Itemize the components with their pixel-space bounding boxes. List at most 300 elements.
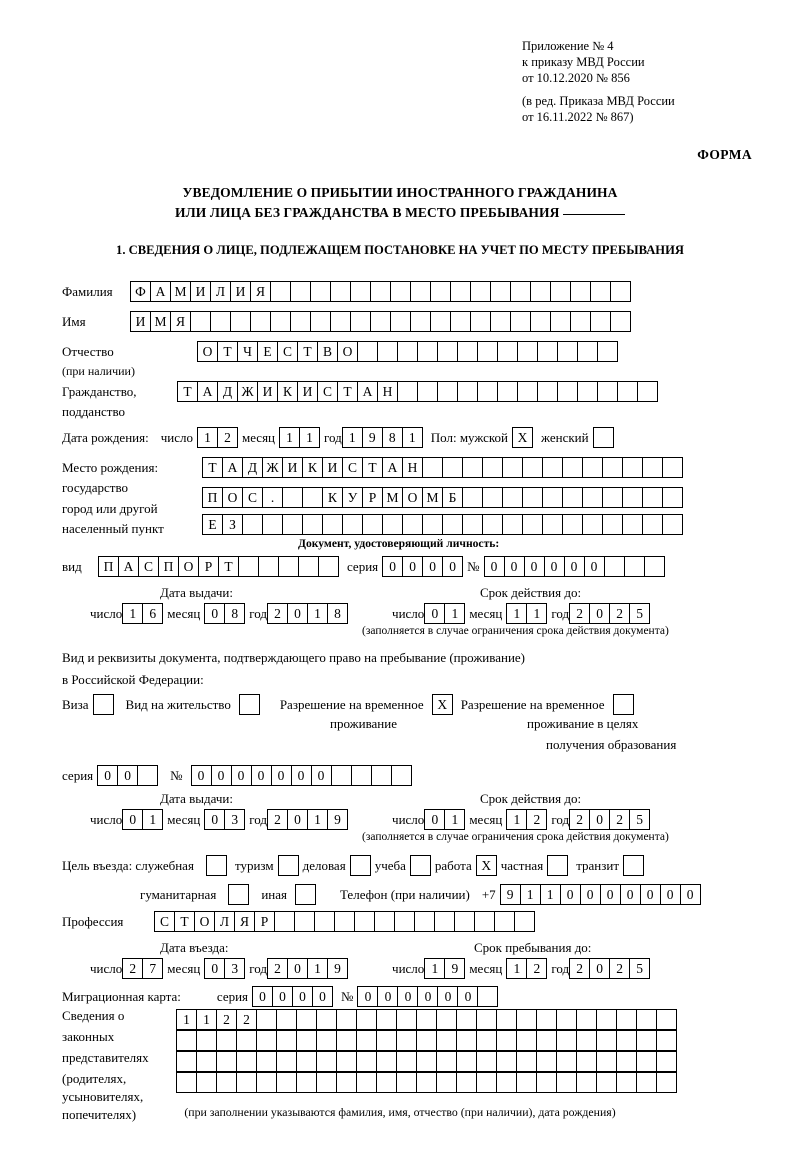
char-cell[interactable]: 0 [271, 765, 292, 786]
char-cell[interactable]: 1 [520, 884, 541, 905]
char-cell[interactable] [416, 1009, 437, 1030]
char-cell[interactable] [376, 1030, 397, 1051]
char-cell[interactable]: 1 [307, 603, 328, 624]
char-cell[interactable] [330, 281, 351, 302]
char-cell[interactable]: 0 [584, 556, 605, 577]
char-cell[interactable]: 9 [444, 958, 465, 979]
char-cell[interactable] [576, 1030, 597, 1051]
char-cell[interactable] [274, 911, 295, 932]
permit-series-input[interactable] [97, 765, 158, 786]
char-cell[interactable] [462, 487, 483, 508]
char-cell[interactable] [376, 1009, 397, 1030]
char-cell[interactable]: 0 [524, 556, 545, 577]
char-cell[interactable] [617, 381, 638, 402]
char-cell[interactable]: О [197, 341, 218, 362]
permit-issue-year-input[interactable] [267, 809, 348, 830]
char-cell[interactable]: 0 [287, 603, 308, 624]
char-cell[interactable]: 1 [196, 1009, 217, 1030]
char-cell[interactable]: 0 [382, 556, 403, 577]
char-cell[interactable] [536, 1072, 557, 1093]
char-cell[interactable]: 0 [397, 986, 418, 1007]
char-cell[interactable] [577, 381, 598, 402]
char-cell[interactable]: Ф [130, 281, 151, 302]
char-cell[interactable] [422, 457, 443, 478]
char-cell[interactable] [542, 514, 563, 535]
char-cell[interactable] [644, 556, 665, 577]
char-cell[interactable] [270, 281, 291, 302]
char-cell[interactable] [562, 457, 583, 478]
permit-issue-month-input[interactable] [204, 809, 245, 830]
char-cell[interactable] [250, 311, 271, 332]
char-cell[interactable] [596, 1009, 617, 1030]
char-cell[interactable] [496, 1072, 517, 1093]
char-cell[interactable]: 1 [299, 427, 320, 448]
char-cell[interactable] [350, 281, 371, 302]
char-cell[interactable]: 6 [142, 603, 163, 624]
char-cell[interactable]: 3 [224, 958, 245, 979]
char-cell[interactable] [536, 1051, 557, 1072]
char-cell[interactable] [576, 1072, 597, 1093]
char-cell[interactable]: Т [202, 457, 223, 478]
char-cell[interactable]: 3 [224, 809, 245, 830]
char-cell[interactable] [296, 1072, 317, 1093]
char-cell[interactable]: И [230, 281, 251, 302]
char-cell[interactable]: 0 [640, 884, 661, 905]
char-cell[interactable] [662, 487, 683, 508]
char-cell[interactable] [582, 487, 603, 508]
phone-input[interactable] [500, 884, 701, 905]
char-cell[interactable]: 0 [442, 556, 463, 577]
char-cell[interactable] [482, 514, 503, 535]
char-cell[interactable]: 0 [204, 809, 225, 830]
char-cell[interactable] [454, 911, 475, 932]
char-cell[interactable]: 1 [506, 809, 527, 830]
char-cell[interactable] [602, 514, 623, 535]
char-cell[interactable] [374, 911, 395, 932]
char-cell[interactable] [490, 281, 511, 302]
char-cell[interactable] [597, 341, 618, 362]
char-cell[interactable] [396, 1009, 417, 1030]
char-cell[interactable] [616, 1030, 637, 1051]
purpose-transit-checkbox[interactable] [623, 855, 644, 876]
stay-month-input[interactable] [506, 958, 547, 979]
char-cell[interactable] [442, 457, 463, 478]
char-cell[interactable] [276, 1009, 297, 1030]
char-cell[interactable] [596, 1072, 617, 1093]
identity-doc-kind-input[interactable] [98, 556, 339, 577]
char-cell[interactable] [456, 1051, 477, 1072]
char-cell[interactable]: 0 [620, 884, 641, 905]
profession-input[interactable] [154, 911, 535, 932]
char-cell[interactable] [362, 514, 383, 535]
char-cell[interactable]: 1 [307, 809, 328, 830]
char-cell[interactable] [316, 1030, 337, 1051]
char-cell[interactable] [636, 1072, 657, 1093]
char-cell[interactable] [417, 341, 438, 362]
char-cell[interactable] [622, 487, 643, 508]
char-cell[interactable] [276, 1051, 297, 1072]
char-cell[interactable]: О [194, 911, 215, 932]
char-cell[interactable]: Я [170, 311, 191, 332]
char-cell[interactable] [604, 556, 625, 577]
purpose-service-checkbox[interactable] [206, 855, 227, 876]
char-cell[interactable] [336, 1030, 357, 1051]
char-cell[interactable]: 1 [142, 809, 163, 830]
char-cell[interactable]: 0 [377, 986, 398, 1007]
char-cell[interactable]: 5 [629, 809, 650, 830]
char-cell[interactable] [497, 381, 518, 402]
char-cell[interactable]: 2 [526, 809, 547, 830]
char-cell[interactable] [334, 911, 355, 932]
birth-day-input[interactable] [197, 427, 238, 448]
char-cell[interactable] [356, 1030, 377, 1051]
char-cell[interactable]: С [242, 487, 263, 508]
char-cell[interactable] [476, 1051, 497, 1072]
char-cell[interactable] [602, 487, 623, 508]
char-cell[interactable]: 0 [252, 986, 273, 1007]
char-cell[interactable]: 1 [307, 958, 328, 979]
char-cell[interactable]: 0 [231, 765, 252, 786]
char-cell[interactable]: Д [217, 381, 238, 402]
char-cell[interactable] [450, 281, 471, 302]
char-cell[interactable] [550, 311, 571, 332]
char-cell[interactable]: 0 [287, 809, 308, 830]
char-cell[interactable]: 0 [424, 603, 445, 624]
birthplace-state-input[interactable] [202, 457, 683, 478]
char-cell[interactable] [434, 911, 455, 932]
char-cell[interactable] [176, 1030, 197, 1051]
id-valid-day-input[interactable] [424, 603, 465, 624]
stay-year-input[interactable] [569, 958, 650, 979]
char-cell[interactable]: 1 [506, 603, 527, 624]
char-cell[interactable]: 0 [191, 765, 212, 786]
char-cell[interactable] [457, 341, 478, 362]
char-cell[interactable]: 0 [437, 986, 458, 1007]
char-cell[interactable]: 0 [251, 765, 272, 786]
birth-year-input[interactable] [342, 427, 423, 448]
char-cell[interactable] [391, 765, 412, 786]
char-cell[interactable] [622, 457, 643, 478]
char-cell[interactable] [636, 1030, 657, 1051]
char-cell[interactable] [336, 1009, 357, 1030]
char-cell[interactable]: У [342, 487, 363, 508]
char-cell[interactable] [656, 1072, 677, 1093]
char-cell[interactable] [596, 1051, 617, 1072]
char-cell[interactable] [470, 311, 491, 332]
char-cell[interactable]: 7 [142, 958, 163, 979]
char-cell[interactable] [562, 514, 583, 535]
char-cell[interactable]: 1 [444, 809, 465, 830]
char-cell[interactable] [394, 911, 415, 932]
char-cell[interactable]: М [170, 281, 191, 302]
char-cell[interactable] [537, 341, 558, 362]
char-cell[interactable] [476, 1072, 497, 1093]
char-cell[interactable]: М [422, 487, 443, 508]
char-cell[interactable]: 1 [402, 427, 423, 448]
char-cell[interactable] [556, 1009, 577, 1030]
edu-residence-checkbox[interactable] [613, 694, 634, 715]
char-cell[interactable]: 2 [267, 603, 288, 624]
char-cell[interactable] [510, 311, 531, 332]
permit-valid-day-input[interactable] [424, 809, 465, 830]
purpose-private-checkbox[interactable] [547, 855, 568, 876]
char-cell[interactable] [357, 341, 378, 362]
char-cell[interactable]: Т [217, 341, 238, 362]
char-cell[interactable] [517, 341, 538, 362]
char-cell[interactable] [536, 1030, 557, 1051]
char-cell[interactable]: С [342, 457, 363, 478]
char-cell[interactable]: И [297, 381, 318, 402]
char-cell[interactable]: 0 [311, 765, 332, 786]
char-cell[interactable] [356, 1072, 377, 1093]
char-cell[interactable] [494, 911, 515, 932]
char-cell[interactable]: К [322, 487, 343, 508]
char-cell[interactable]: 9 [327, 809, 348, 830]
char-cell[interactable]: 8 [327, 603, 348, 624]
char-cell[interactable] [562, 487, 583, 508]
char-cell[interactable] [616, 1072, 637, 1093]
char-cell[interactable] [656, 1009, 677, 1030]
char-cell[interactable] [516, 1072, 537, 1093]
char-cell[interactable] [316, 1072, 337, 1093]
name-input[interactable] [130, 311, 631, 332]
char-cell[interactable] [216, 1051, 237, 1072]
char-cell[interactable]: 1 [176, 1009, 197, 1030]
char-cell[interactable] [456, 1030, 477, 1051]
char-cell[interactable] [296, 1030, 317, 1051]
char-cell[interactable] [416, 1030, 437, 1051]
purpose-tourism-checkbox[interactable] [278, 855, 299, 876]
char-cell[interactable] [610, 281, 631, 302]
char-cell[interactable]: 2 [569, 809, 590, 830]
sex-male-checkbox[interactable]: X [512, 427, 533, 448]
char-cell[interactable] [256, 1072, 277, 1093]
char-cell[interactable] [302, 514, 323, 535]
char-cell[interactable] [456, 1072, 477, 1093]
id-valid-month-input[interactable] [506, 603, 547, 624]
char-cell[interactable] [522, 457, 543, 478]
char-cell[interactable] [462, 457, 483, 478]
char-cell[interactable]: 0 [564, 556, 585, 577]
char-cell[interactable] [596, 1030, 617, 1051]
char-cell[interactable] [510, 281, 531, 302]
char-cell[interactable] [624, 556, 645, 577]
char-cell[interactable] [530, 311, 551, 332]
char-cell[interactable]: 0 [589, 809, 610, 830]
char-cell[interactable] [590, 281, 611, 302]
char-cell[interactable] [622, 514, 643, 535]
char-cell[interactable] [502, 457, 523, 478]
char-cell[interactable]: 1 [122, 603, 143, 624]
char-cell[interactable] [176, 1051, 197, 1072]
char-cell[interactable] [642, 487, 663, 508]
char-cell[interactable] [582, 457, 603, 478]
char-cell[interactable]: К [302, 457, 323, 478]
char-cell[interactable] [190, 311, 211, 332]
char-cell[interactable] [390, 311, 411, 332]
migration-number-input[interactable] [357, 986, 498, 1007]
char-cell[interactable] [310, 311, 331, 332]
char-cell[interactable] [577, 341, 598, 362]
char-cell[interactable] [390, 281, 411, 302]
identity-doc-number-input[interactable] [484, 556, 665, 577]
char-cell[interactable]: С [138, 556, 159, 577]
char-cell[interactable] [557, 381, 578, 402]
purpose-work-checkbox[interactable]: X [476, 855, 497, 876]
char-cell[interactable] [576, 1009, 597, 1030]
char-cell[interactable] [236, 1072, 257, 1093]
purpose-humanitarian-checkbox[interactable] [228, 884, 249, 905]
char-cell[interactable]: 1 [197, 427, 218, 448]
legal-rep-input-3[interactable] [176, 1051, 677, 1072]
char-cell[interactable]: 0 [312, 986, 333, 1007]
char-cell[interactable] [522, 487, 543, 508]
char-cell[interactable] [550, 281, 571, 302]
visa-checkbox[interactable] [93, 694, 114, 715]
char-cell[interactable] [496, 1030, 517, 1051]
char-cell[interactable]: 8 [382, 427, 403, 448]
char-cell[interactable] [450, 311, 471, 332]
char-cell[interactable] [356, 1009, 377, 1030]
char-cell[interactable]: 2 [569, 603, 590, 624]
char-cell[interactable] [410, 311, 431, 332]
char-cell[interactable]: П [202, 487, 223, 508]
char-cell[interactable] [476, 1030, 497, 1051]
char-cell[interactable] [497, 341, 518, 362]
char-cell[interactable]: И [190, 281, 211, 302]
char-cell[interactable]: 0 [544, 556, 565, 577]
char-cell[interactable]: 2 [609, 809, 630, 830]
char-cell[interactable] [516, 1009, 537, 1030]
char-cell[interactable]: 1 [444, 603, 465, 624]
char-cell[interactable] [517, 381, 538, 402]
char-cell[interactable] [377, 341, 398, 362]
char-cell[interactable] [216, 1072, 237, 1093]
char-cell[interactable]: З [222, 514, 243, 535]
char-cell[interactable] [410, 281, 431, 302]
char-cell[interactable]: Д [242, 457, 263, 478]
surname-input[interactable] [130, 281, 631, 302]
char-cell[interactable]: П [98, 556, 119, 577]
char-cell[interactable]: Л [210, 281, 231, 302]
char-cell[interactable] [436, 1051, 457, 1072]
char-cell[interactable]: 9 [327, 958, 348, 979]
char-cell[interactable]: О [402, 487, 423, 508]
char-cell[interactable]: Т [362, 457, 383, 478]
char-cell[interactable] [278, 556, 299, 577]
char-cell[interactable]: С [154, 911, 175, 932]
char-cell[interactable] [210, 311, 231, 332]
char-cell[interactable] [314, 911, 335, 932]
permit-valid-month-input[interactable] [506, 809, 547, 830]
char-cell[interactable]: 2 [236, 1009, 257, 1030]
char-cell[interactable] [416, 1051, 437, 1072]
permit-valid-year-input[interactable] [569, 809, 650, 830]
char-cell[interactable]: 0 [660, 884, 681, 905]
char-cell[interactable]: 0 [504, 556, 525, 577]
id-issue-month-input[interactable] [204, 603, 245, 624]
migration-series-input[interactable] [252, 986, 333, 1007]
char-cell[interactable] [582, 514, 603, 535]
char-cell[interactable] [290, 311, 311, 332]
char-cell[interactable] [556, 1072, 577, 1093]
char-cell[interactable] [276, 1072, 297, 1093]
char-cell[interactable]: 0 [600, 884, 621, 905]
char-cell[interactable]: Ч [237, 341, 258, 362]
char-cell[interactable] [354, 911, 375, 932]
char-cell[interactable] [258, 556, 279, 577]
char-cell[interactable]: Л [214, 911, 235, 932]
char-cell[interactable] [642, 457, 663, 478]
birthplace-city-input-1[interactable] [202, 487, 683, 508]
char-cell[interactable] [462, 514, 483, 535]
char-cell[interactable] [496, 1051, 517, 1072]
char-cell[interactable] [530, 281, 551, 302]
char-cell[interactable] [270, 311, 291, 332]
char-cell[interactable] [436, 1072, 457, 1093]
char-cell[interactable] [642, 514, 663, 535]
char-cell[interactable] [422, 514, 443, 535]
char-cell[interactable] [276, 1030, 297, 1051]
permit-number-input[interactable] [191, 765, 412, 786]
char-cell[interactable] [430, 311, 451, 332]
char-cell[interactable] [331, 765, 352, 786]
char-cell[interactable] [516, 1051, 537, 1072]
char-cell[interactable]: 9 [500, 884, 521, 905]
char-cell[interactable] [656, 1030, 677, 1051]
char-cell[interactable]: Н [402, 457, 423, 478]
char-cell[interactable]: Я [250, 281, 271, 302]
char-cell[interactable]: М [150, 311, 171, 332]
legal-rep-input-1[interactable] [176, 1009, 677, 1030]
char-cell[interactable]: А [382, 457, 403, 478]
char-cell[interactable] [376, 1051, 397, 1072]
char-cell[interactable] [457, 381, 478, 402]
char-cell[interactable] [482, 457, 503, 478]
char-cell[interactable]: 0 [680, 884, 701, 905]
patronymic-input[interactable] [197, 341, 618, 362]
char-cell[interactable]: Е [257, 341, 278, 362]
char-cell[interactable]: 0 [204, 958, 225, 979]
char-cell[interactable]: 9 [362, 427, 383, 448]
char-cell[interactable]: Ж [262, 457, 283, 478]
char-cell[interactable]: Б [442, 487, 463, 508]
char-cell[interactable] [590, 311, 611, 332]
char-cell[interactable]: М [382, 487, 403, 508]
char-cell[interactable] [397, 381, 418, 402]
char-cell[interactable]: 0 [287, 958, 308, 979]
char-cell[interactable]: Я [234, 911, 255, 932]
birthplace-city-input-2[interactable] [202, 514, 683, 535]
char-cell[interactable]: 1 [279, 427, 300, 448]
char-cell[interactable]: А [222, 457, 243, 478]
char-cell[interactable] [382, 514, 403, 535]
legal-rep-input-4[interactable] [176, 1072, 677, 1093]
temp-residence-checkbox[interactable]: X [432, 694, 453, 715]
char-cell[interactable] [350, 311, 371, 332]
char-cell[interactable]: 1 [342, 427, 363, 448]
char-cell[interactable] [610, 311, 631, 332]
char-cell[interactable]: 5 [629, 958, 650, 979]
char-cell[interactable]: Т [297, 341, 318, 362]
char-cell[interactable]: 0 [211, 765, 232, 786]
entry-year-input[interactable] [267, 958, 348, 979]
char-cell[interactable]: 2 [569, 958, 590, 979]
char-cell[interactable] [437, 341, 458, 362]
char-cell[interactable]: 0 [292, 986, 313, 1007]
char-cell[interactable]: 0 [422, 556, 443, 577]
char-cell[interactable] [236, 1030, 257, 1051]
